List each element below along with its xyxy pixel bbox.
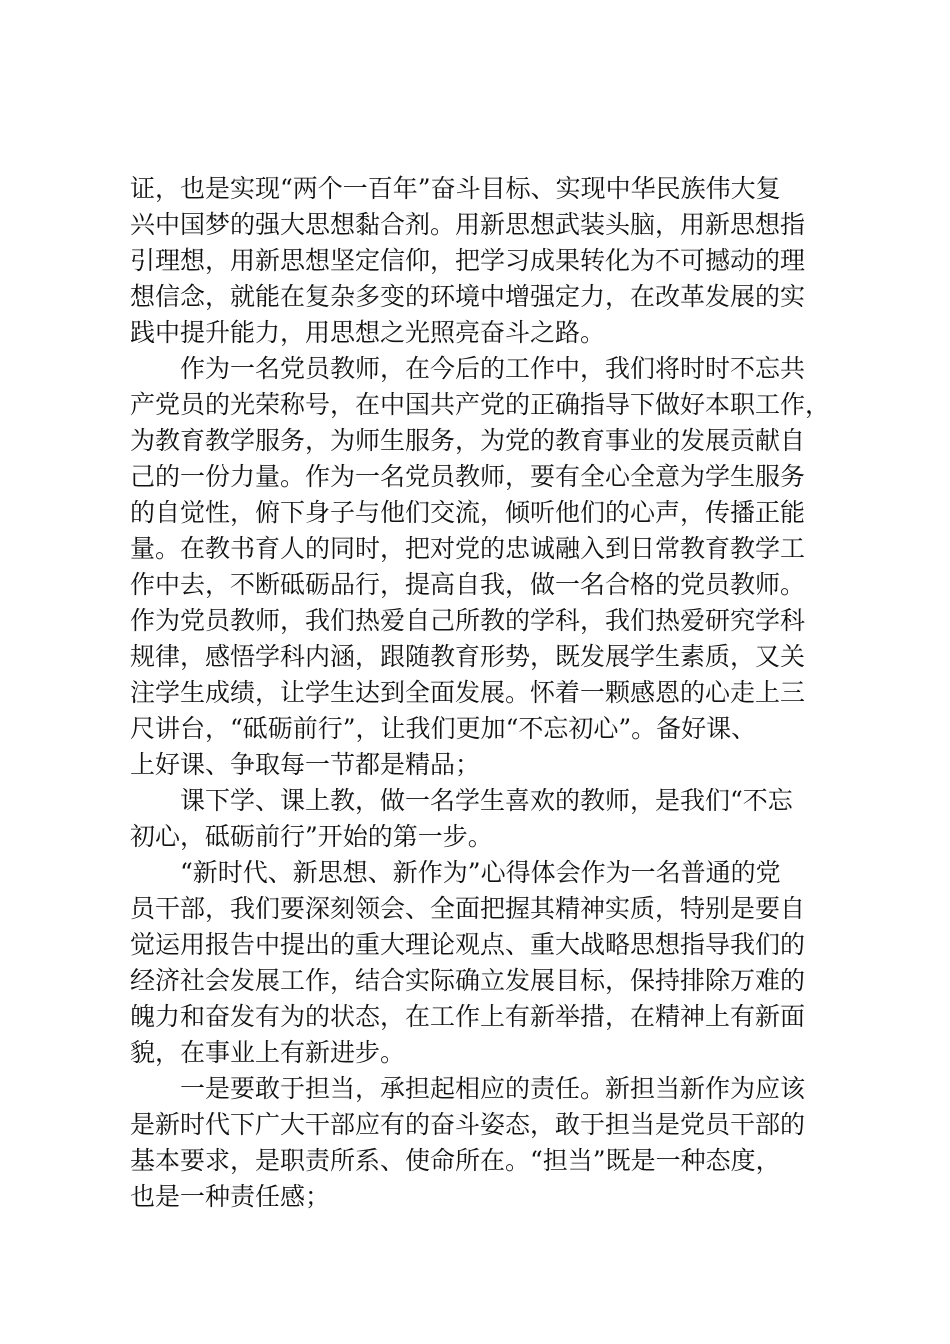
text-line: 己的一份力量。作为一名党员教师，要有全心全意为学生服务 xyxy=(130,462,806,491)
paragraph-start-line: 一是要敢于担当，承担起相应的责任。新担当新作为应该 xyxy=(180,1074,806,1103)
text-line: 貌，在事业上有新进步。 xyxy=(130,1038,406,1067)
text-line: 上好课、争取每一节都是精品； xyxy=(130,750,481,779)
text-line: 觉运用报告中提出的重大理论观点、重大战略思想指导我们的 xyxy=(130,930,806,959)
text-line: 也是一种责任感； xyxy=(130,1182,331,1211)
text-line: 为教育教学服务，为师生服务，为党的教育事业的发展贡献自 xyxy=(130,426,806,455)
text-line: 证，也是实现“两个一百年”奋斗目标、实现中华民族伟大复 xyxy=(130,174,781,203)
text-line: 践中提升能力，用思想之光照亮奋斗之路。 xyxy=(130,318,606,347)
paragraph-start-line: “新时代、新思想、新作为”心得体会作为一名普通的党 xyxy=(180,858,781,887)
text-line: 注学生成绩，让学生达到全面发展。怀着一颗感恩的心走上三 xyxy=(130,678,806,707)
text-line: 初心，砥砺前行”开始的第一步。 xyxy=(130,822,493,851)
text-line: 尺讲台，“砥砺前行”，让我们更加“不忘初心”。备好课、 xyxy=(130,714,757,743)
text-line: 作为党员教师，我们热爱自己所教的学科，我们热爱研究学科 xyxy=(130,606,806,635)
text-line: 量。在教书育人的同时，把对党的忠诚融入到日常教育教学工 xyxy=(130,534,806,563)
text-line: 员干部，我们要深刻领会、全面把握其精神实质，特别是要自 xyxy=(130,894,806,923)
text-line: 作中去，不断砥砺品行，提高自我，做一名合格的党员教师。 xyxy=(130,570,806,599)
text-line: 基本要求，是职责所系、使命所在。“担当”既是一种态度， xyxy=(130,1146,781,1175)
text-line: 产党员的光荣称号，在中国共产党的正确指导下做好本职工作， xyxy=(130,390,831,419)
text-line: 引理想，用新思想坚定信仰，把学习成果转化为不可撼动的理 xyxy=(130,246,806,275)
text-line: 经济社会发展工作，结合实际确立发展目标，保持排除万难的 xyxy=(130,966,806,995)
text-line: 魄力和奋发有为的状态，在工作上有新举措，在精神上有新面 xyxy=(130,1002,806,1031)
text-line: 兴中国梦的强大思想黏合剂。用新思想武装头脑，用新思想指 xyxy=(130,210,806,239)
text-line: 是新时代下广大干部应有的奋斗姿态，敢于担当是党员干部的 xyxy=(130,1110,806,1139)
paragraph-start-line: 课下学、课上教，做一名学生喜欢的教师，是我们“不忘 xyxy=(180,786,793,815)
text-line: 规律，感悟学科内涵，跟随教育形势，既发展学生素质，又关 xyxy=(130,642,806,671)
text-line: 想信念，就能在复杂多变的环境中增强定力，在改革发展的实 xyxy=(130,282,806,311)
paragraph-start-line: 作为一名党员教师，在今后的工作中，我们将时时不忘共 xyxy=(180,354,806,383)
text-line: 的自觉性，俯下身子与他们交流，倾听他们的心声，传播正能 xyxy=(130,498,806,527)
